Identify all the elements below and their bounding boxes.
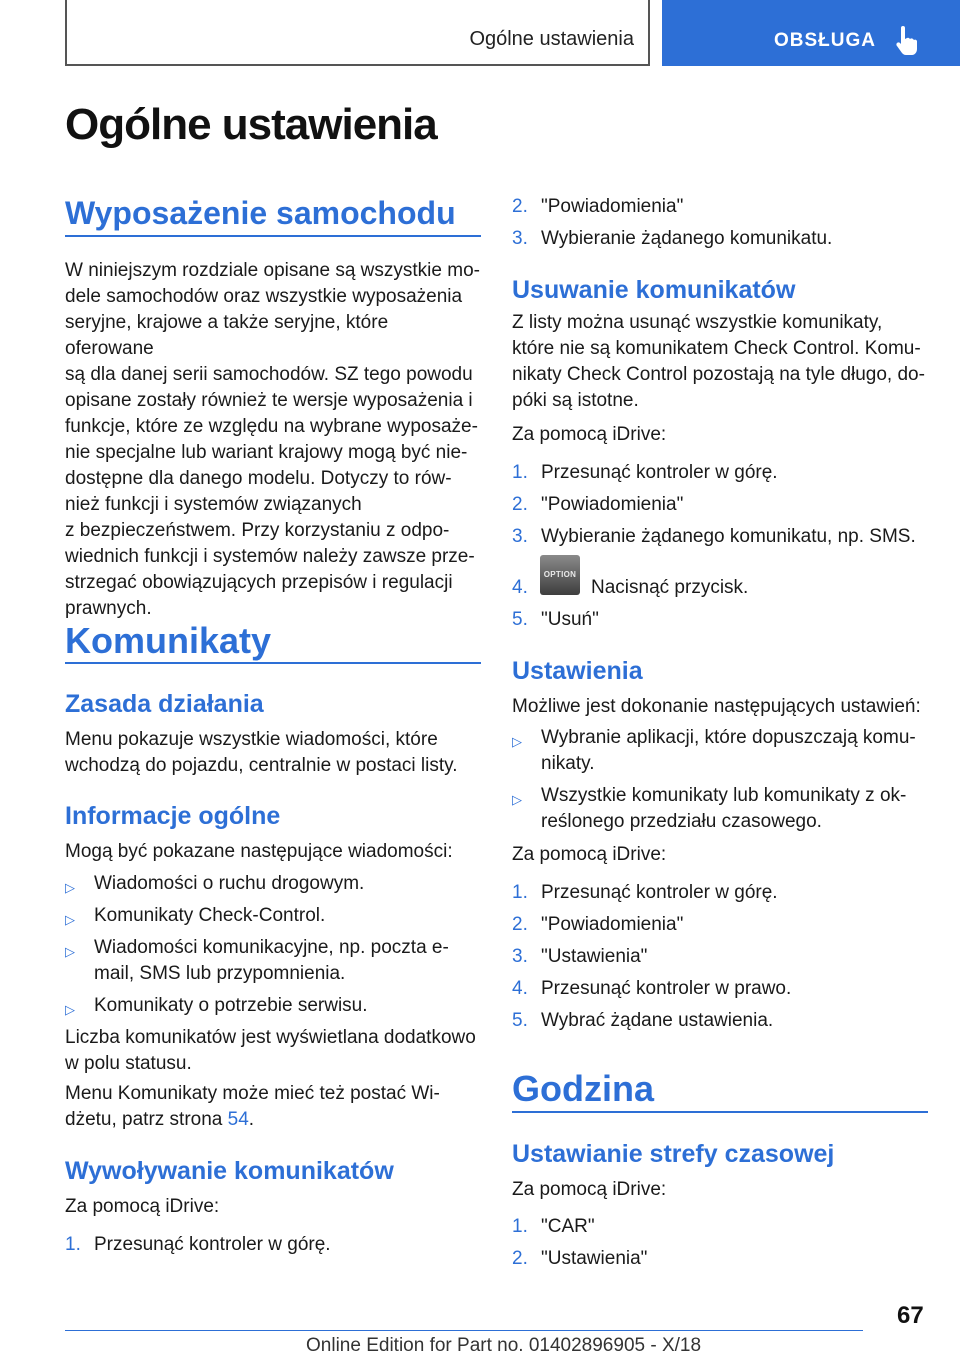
list-item-text: Wybranie aplikacji, które dopuszczają komu‐ — [541, 727, 916, 748]
paragraph-liczba — [65, 1025, 481, 1077]
step-text: Wybieranie żądanego komunikatu, np. SMS. — [541, 526, 916, 547]
heading-rule — [512, 1111, 928, 1113]
usuwanie-intro: Za pomocą iDrive: — [512, 424, 667, 445]
step-number: 5. — [512, 1010, 528, 1031]
text-line: Menu pokazuje wszystkie wiadomości, które — [65, 729, 438, 750]
text-line: nież funkcji i systemów związanych — [65, 494, 362, 515]
page-title: Ogólne ustawienia — [65, 100, 437, 149]
text-line: opisane zostały również te wersje wyposażenia i — [65, 390, 473, 411]
text-line: strzegać obowiązujących przepisów i regulacji — [65, 572, 453, 593]
page-number: 67 — [897, 1302, 924, 1329]
paragraph-usuwanie — [512, 310, 928, 414]
bullet-icon: ▷ — [512, 734, 522, 749]
text-line: wiednich funkcji i systemów należy zawsze prze‐ — [65, 546, 475, 567]
paragraph-wyposazenie — [65, 258, 481, 622]
step-number: 3. — [512, 526, 528, 547]
text-line: nie specjalne lub wariant krajowy mogą być nie‐ — [65, 442, 468, 463]
text-line: funkcje, które ze względu na wybrane wyposaże‐ — [65, 416, 478, 437]
text-line: wchodzą do pojazdu, centralnie w postaci listy. — [65, 755, 458, 776]
step-number: 2. — [512, 1248, 528, 1269]
page-link[interactable]: 54 — [227, 1109, 249, 1130]
ustawienia-intro2: Za pomocą iDrive: — [512, 844, 667, 865]
ustawienia-intro: Możliwe jest dokonanie następujących ustawień: — [512, 696, 921, 717]
step-number: 3. — [512, 228, 528, 249]
step-number: 1. — [512, 1216, 528, 1237]
text-line: w polu statusu. — [65, 1053, 192, 1074]
step-number: 4. — [512, 577, 528, 598]
heading-strefa: Ustawianie strefy czasowej — [512, 1140, 835, 1168]
text-fragment: . — [248, 1109, 255, 1130]
step-text: "Ustawienia" — [541, 946, 648, 967]
heading-ustawienia: Ustawienia — [512, 657, 643, 685]
step-text: "Powiadomienia" — [541, 914, 684, 935]
header-chapter-tab[interactable] — [662, 0, 960, 66]
list-item-text: nikaty. — [541, 753, 595, 774]
step-text: "Ustawienia" — [541, 1248, 648, 1269]
bullet-icon: ▷ — [65, 944, 75, 959]
heading-informacje: Informacje ogólne — [65, 802, 281, 830]
header-chapter-label: OBSŁUGA — [774, 30, 876, 51]
paragraph-widget — [65, 1081, 481, 1133]
step-text: "CAR" — [541, 1216, 595, 1237]
text-fragment: dżetu, patrz strona — [65, 1109, 228, 1130]
step-text: Wybieranie żądanego komunikatu. — [541, 228, 833, 249]
text-line: prawnych. — [65, 598, 152, 619]
bullet-icon: ▷ — [65, 912, 75, 927]
text-line: dele samochodów oraz wszystkie wyposażenia — [65, 286, 463, 307]
bullet-icon: ▷ — [512, 792, 522, 807]
step-text: Przesunąć kontroler w górę. — [94, 1234, 331, 1255]
pointing-hand-icon — [894, 26, 920, 56]
heading-rule — [65, 235, 481, 237]
text-line: Liczba komunikatów jest wyświetlana dodatkowo — [65, 1027, 476, 1048]
text-line: seryjne, krajowe a także seryjne, które oferowane — [65, 312, 389, 359]
step-text: "Usuń" — [541, 609, 599, 630]
footer-rule — [65, 1330, 863, 1331]
heading-godzina: Godzina — [512, 1068, 654, 1109]
heading-wywolywanie: Wywoływanie komunikatów — [65, 1157, 394, 1185]
list-item-text: Wiadomości komunikacyjne, np. poczta e- — [94, 937, 449, 958]
list-item-text: mail, SMS lub przypomnienia. — [94, 963, 346, 984]
footer-edition: Online Edition for Part no. 01402896905 - X/18 — [306, 1335, 702, 1356]
text-line: Menu Komunikaty może mieć też postać Wi‐ — [65, 1083, 440, 1104]
step-text: "Powiadomienia" — [541, 196, 684, 217]
step-text: "Powiadomienia" — [541, 494, 684, 515]
header-section-title: Ogólne ustawienia — [469, 28, 634, 50]
text-line: z bezpieczeństwem. Przy korzystaniu z odpo‐ — [65, 520, 450, 541]
list-item-text: reślonego przedziału czasowego. — [541, 811, 822, 832]
heading-zasada: Zasada działania — [65, 690, 264, 718]
text-line: nikaty Check Control pozostają na tyle długo, do‐ — [512, 364, 925, 385]
paragraph-zasada — [65, 727, 481, 779]
text-line — [65, 1107, 481, 1133]
heading-komunikaty: Komunikaty — [65, 620, 272, 661]
text-line: póki są istotne. — [512, 390, 639, 411]
step-text: Nacisnąć przycisk. — [591, 577, 749, 598]
bullet-icon: ▷ — [65, 1002, 75, 1017]
step-number: 3. — [512, 946, 528, 967]
strefa-intro: Za pomocą iDrive: — [512, 1179, 667, 1200]
text-line: Z listy można usunąć wszystkie komunikaty, — [512, 312, 883, 333]
heading-usuwanie: Usuwanie komunikatów — [512, 276, 796, 304]
bullet-icon: ▷ — [65, 880, 75, 895]
heading-rule — [65, 662, 481, 664]
option-button-icon: OPTION — [540, 555, 580, 595]
wywolywanie-intro: Za pomocą iDrive: — [65, 1196, 220, 1217]
text-line: które nie są komunikatem Check Control. Komu‐ — [512, 338, 921, 359]
step-text: Przesunąć kontroler w prawo. — [541, 978, 792, 999]
list-item-text: Wiadomości o ruchu drogowym. — [94, 873, 365, 894]
step-number: 1. — [512, 882, 528, 903]
text-line: są dla danej serii samochodów. SZ tego powodu — [65, 364, 473, 385]
step-number: 2. — [512, 494, 528, 515]
step-text: Przesunąć kontroler w górę. — [541, 882, 778, 903]
list-item-text: Komunikaty o potrzebie serwisu. — [94, 995, 368, 1016]
step-number: 4. — [512, 978, 528, 999]
list-item-text: Komunikaty Check-Control. — [94, 905, 326, 926]
info-intro: Mogą być pokazane następujące wiadomości: — [65, 841, 453, 862]
header-section-box — [65, 0, 650, 66]
step-number: 2. — [512, 196, 528, 217]
heading-wyposazenie: Wyposażenie samochodu — [65, 195, 456, 231]
step-number: 1. — [512, 462, 528, 483]
step-text: Wybrać żądane ustawienia. — [541, 1010, 774, 1031]
step-text: Przesunąć kontroler w górę. — [541, 462, 778, 483]
text-line: dostępne dla danego modelu. Dotyczy to rów‐ — [65, 468, 452, 489]
step-number: 5. — [512, 609, 528, 630]
step-number: 2. — [512, 914, 528, 935]
text-line: W niniejszym rozdziale opisane są wszystkie mo‐ — [65, 260, 480, 281]
list-item-text: Wszystkie komunikaty lub komunikaty z ok‐ — [541, 785, 907, 806]
step-number: 1. — [65, 1234, 81, 1255]
